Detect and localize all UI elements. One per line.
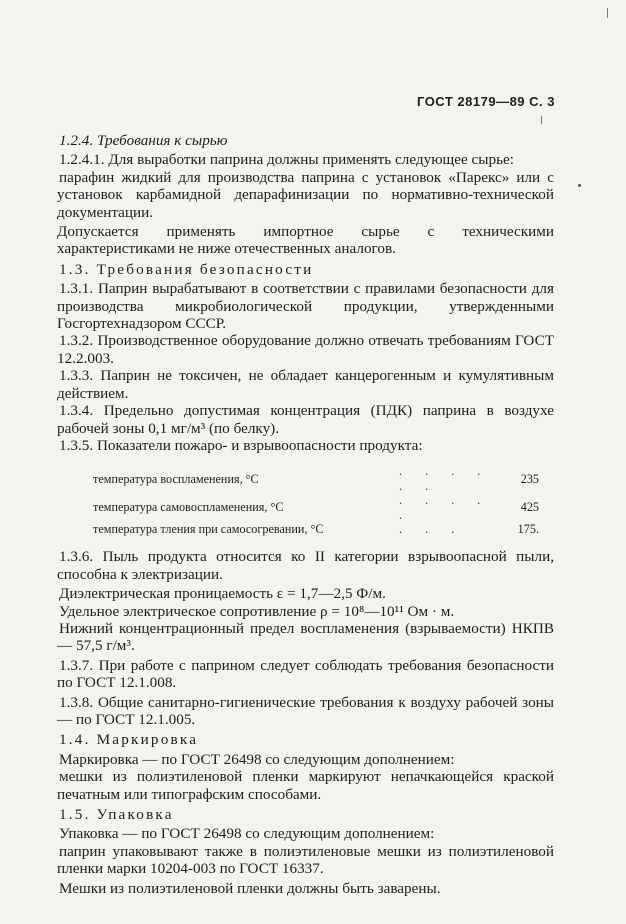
paragraph-1-3-6: 1.3.6. Пыль продукта относится ко II категории взрывоопасной пыли, способна к электризации. (57, 548, 554, 583)
margin-dot (578, 184, 581, 187)
paragraph-sealing: Мешки из полиэтиленовой пленки должны быть заварены. (59, 879, 441, 897)
section-heading-raw-materials: 1.2.4. Требования к сырью (59, 132, 228, 149)
paragraph-nkpv: Нижний концентрационный предел воспламенения (взрываемости) НКПВ — 57,5 г/м³. (57, 619, 554, 655)
margin-tick-mid (541, 116, 542, 124)
paragraph-1-3-1: 1.3.1. Паприн вырабатывают в соответствии с правилами безопасности для производства микробиологической продукции, утвержденными Госгортехнадзором СССР. (57, 280, 554, 333)
table-row (93, 464, 539, 493)
table-row (93, 493, 539, 522)
property-name: температура тления при самосогревании, °С (93, 521, 324, 536)
margin-tick-top (607, 8, 608, 18)
property-value: 425 (520, 500, 539, 515)
property-name: температура самовоспламенения, °С (93, 500, 284, 515)
page-header: ГОСТ 28179—89 С. 3 (417, 94, 555, 109)
properties-table (93, 464, 539, 536)
paragraph-marking: Маркировка — по ГОСТ 26498 со следующим дополнением: (59, 750, 455, 768)
paragraph-import: Допускается применять импортное сырье с техническими характеристиками не ниже отечественных аналогов. (57, 223, 554, 258)
section-heading-marking: 1.4. Маркировка (59, 731, 199, 749)
property-value: 175. (517, 521, 539, 536)
document-body (57, 132, 554, 897)
paragraph-1-3-2: 1.3.2. Производственное оборудование должно отвечать требованиям ГОСТ 12.2.003. (57, 332, 554, 367)
paragraph-1-3-3: 1.3.3. Паприн не токсичен, не обладает канцерогенным и кумулятивным действием. (57, 367, 554, 402)
section-heading-safety: 1.3. Требования безопасности (59, 260, 314, 278)
paragraph-bags-marking: мешки из полиэтиленовой пленки маркируют непачкающейся краской печатным или типографским способами. (57, 768, 554, 803)
paragraph-1-3-5: 1.3.5. Показатели пожаро- и взрывоопасности продукта: (59, 436, 423, 454)
paragraph-packing-bags: паприн упаковывают также в полиэтиленовые мешки из полиэтиленовой пленки марки 10204-003 по ГОСТ 16337. (57, 842, 554, 878)
section-heading-packing: 1.5. Упаковка (59, 806, 174, 824)
paragraph-1-2-4-1: 1.2.4.1. Для выработки паприна должны применять следующее сырье: (59, 151, 514, 169)
property-name: температура воспламенения, °С (93, 471, 259, 486)
paragraph-dielectric: Диэлектрическая проницаемость ε = 1,7—2,5 Ф/м. (59, 585, 386, 603)
paragraph-1-3-4: 1.3.4. Предельно допустимая концентрация (ПДК) паприна в воздухе рабочей зоны 0,1 мг/м³ (по белку). (57, 402, 554, 437)
paragraph-packing: Упаковка — по ГОСТ 26498 со следующим дополнением: (59, 825, 435, 843)
property-value: 235 (520, 471, 539, 486)
paragraph-raw-material: парафин жидкий для производства паприна с установок «Парекс» или с установок карбамидной депарафинизации по нормативно-технической документации. (57, 168, 554, 221)
property-dots: . . . (399, 521, 465, 536)
table-row (93, 522, 539, 536)
paragraph-1-3-8: 1.3.8. Общие санитарно-гигиенические требования к воздуху рабочей зоны — по ГОСТ 12.1.005. (57, 693, 554, 728)
paragraph-1-3-7: 1.3.7. При работе с паприном следует соблюдать требования безопасности по ГОСТ 12.1.008. (57, 656, 554, 692)
paragraph-resistance: Удельное электрическое сопротивление ρ = 10⁸—10¹¹ Ом · м. (59, 602, 455, 620)
property-dots: . . . . . . (399, 464, 491, 493)
property-dots: . . . . . (399, 493, 491, 522)
